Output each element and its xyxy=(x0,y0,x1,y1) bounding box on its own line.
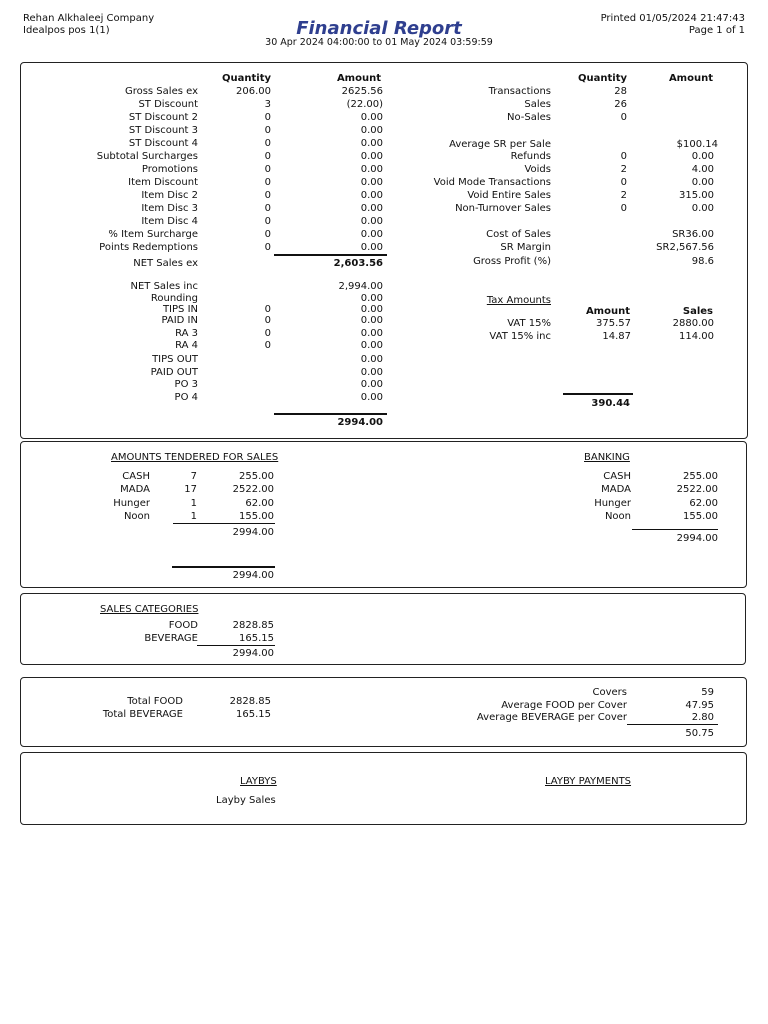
sales-row-amount: 0.00 xyxy=(360,125,383,136)
extra-row-qty: 0 xyxy=(264,315,271,326)
covers-value: 59 xyxy=(701,687,714,698)
tendered-subtotal-rule xyxy=(173,523,275,524)
tendered-total: 2994.00 xyxy=(232,570,274,581)
sales-row-qty: 206.00 xyxy=(236,86,271,97)
total-food-label: Total FOOD xyxy=(127,696,183,707)
banking-total-rule xyxy=(632,529,718,530)
extra-row-label: Rounding xyxy=(150,293,198,304)
sales-row-amount: 0.00 xyxy=(360,229,383,240)
total-beverage-label: Total BEVERAGE xyxy=(102,709,183,720)
tendered-row-label: Hunger xyxy=(113,497,150,509)
extra-row-amount: 0.00 xyxy=(360,379,383,390)
avg-food-value: 47.95 xyxy=(685,700,714,711)
sales-row-amount: 0.00 xyxy=(360,164,383,175)
extra-row-qty: 0 xyxy=(264,340,271,351)
gross-profit-label: Gross Profit (%) xyxy=(473,256,551,267)
sales-row-amount: 0.00 xyxy=(360,242,383,253)
refunds-qty: 0 xyxy=(620,151,627,162)
printed-date: Printed 01/05/2024 21:47:43 xyxy=(600,13,745,24)
tendered-row-qty: 1 xyxy=(190,510,197,522)
sales-row-amount: 0.00 xyxy=(360,151,383,162)
sales-row-amount: 0.00 xyxy=(360,190,383,201)
tendered-row-amount: 62.00 xyxy=(245,497,274,509)
non-turnover-label: Non-Turnover Sales xyxy=(455,203,551,214)
sr-margin-value: SR2,567.56 xyxy=(656,242,714,253)
void-mode-label: Void Mode Transactions xyxy=(433,177,551,188)
voids-qty: 2 xyxy=(620,164,627,175)
tendered-row-qty: 1 xyxy=(190,497,197,509)
transactions-label: Transactions xyxy=(488,86,551,97)
banking-total: 2994.00 xyxy=(676,533,718,544)
extra-row-qty: 0 xyxy=(264,304,271,315)
sales-row-label: Item Disc 3 xyxy=(141,203,198,214)
total-beverage-value: 165.15 xyxy=(236,709,271,720)
sales-row-amount: 0.00 xyxy=(360,203,383,214)
categories-total-rule xyxy=(197,645,275,646)
sales-row-label: ST Discount 4 xyxy=(128,138,198,149)
sales-row-amount: 0.00 xyxy=(360,138,383,149)
sales-row-label: ST Discount 2 xyxy=(128,112,198,123)
extra-row-amount: 0.00 xyxy=(360,315,383,326)
sales-row-label: ST Discount xyxy=(138,99,198,110)
category-beverage-amount: 165.15 xyxy=(239,633,274,644)
sales-count-qty: 26 xyxy=(614,99,627,110)
extra-row-label: PAID IN xyxy=(161,315,198,326)
sales-qty-header: Quantity xyxy=(222,73,271,84)
extra-row-label: TIPS OUT xyxy=(152,354,198,365)
tendered-row-qty: 7 xyxy=(190,471,197,482)
extra-row-qty: 0 xyxy=(264,328,271,339)
void-entire-qty: 2 xyxy=(620,190,627,201)
sales-row-amount: 0.00 xyxy=(360,216,383,227)
extra-row-amount: 0.00 xyxy=(360,340,383,351)
tendered-row-amount: 255.00 xyxy=(239,471,274,482)
laybys-heading: LAYBYS xyxy=(240,776,277,787)
net-sales-ex-value: 2,603.56 xyxy=(333,258,383,269)
sales-row-qty: 0 xyxy=(264,190,271,201)
sales-count-label: Sales xyxy=(524,99,551,110)
avg-beverage-value: 2.80 xyxy=(691,712,714,723)
sales-row-qty: 0 xyxy=(264,164,271,175)
tendered-heading: AMOUNTS TENDERED FOR SALES xyxy=(111,452,279,463)
refunds-label: Refunds xyxy=(510,151,551,162)
tax-sales-header: Sales xyxy=(682,306,713,317)
report-title: Financial Report xyxy=(296,18,462,39)
covers-label: Covers xyxy=(592,687,627,698)
tendered-row-label: Noon xyxy=(123,510,150,522)
extra-row-label: RA 4 xyxy=(175,340,198,351)
total-food-value: 2828.85 xyxy=(229,696,271,707)
extra-row-label: TIPS IN xyxy=(162,304,198,315)
net-sales-inc-value: 2,994.00 xyxy=(338,281,383,292)
sales-row-amount: (22.00) xyxy=(346,99,383,110)
sales-row-label: Points Redemptions xyxy=(99,242,198,253)
sales-row-qty: 0 xyxy=(264,112,271,123)
void-entire-amount: 315.00 xyxy=(679,190,714,201)
sales-row-label: Item Discount xyxy=(128,177,198,188)
extra-row-amount: 0.00 xyxy=(360,367,383,378)
page-number: Page 1 of 1 xyxy=(688,25,745,36)
layby-payments-heading: LAYBY PAYMENTS xyxy=(545,776,632,787)
tax-amount-header: Amount xyxy=(585,306,630,317)
banking-row-amount: 255.00 xyxy=(683,471,718,482)
terminal-name: Idealpos pos 1(1) xyxy=(23,25,110,36)
tendered-row-qty: 17 xyxy=(184,484,197,496)
sales-row-label: Subtotal Surcharges xyxy=(96,151,198,162)
extra-row-label: RA 3 xyxy=(175,328,198,339)
net-sales-rule xyxy=(274,254,387,256)
void-mode-amount: 0.00 xyxy=(691,177,714,188)
extra-row-label: PO 4 xyxy=(174,392,198,403)
tendered-row-amount: 2522.00 xyxy=(232,484,274,496)
banking-row-amount: 155.00 xyxy=(683,510,718,522)
vat-15-inc-label: VAT 15% inc xyxy=(489,331,551,342)
tendered-total-rule xyxy=(172,566,275,568)
non-turnover-qty: 0 xyxy=(620,203,627,214)
extra-row-amount: 0.00 xyxy=(360,354,383,365)
covers-total-rule xyxy=(627,724,718,725)
category-beverage-label: BEVERAGE xyxy=(144,633,198,644)
tax-total-value: 390.44 xyxy=(591,398,630,409)
avg-total-value: 50.75 xyxy=(685,728,714,739)
sales-categories-heading: SALES CATEGORIES xyxy=(100,604,199,615)
category-food-amount: 2828.85 xyxy=(232,620,274,631)
sales-row-qty: 0 xyxy=(264,138,271,149)
sales-amount-header: Amount xyxy=(336,73,381,84)
sr-margin-label: SR Margin xyxy=(500,242,551,253)
sales-row-qty: 0 xyxy=(264,216,271,227)
void-mode-qty: 0 xyxy=(620,177,627,188)
sales-total-value: 2994.00 xyxy=(337,417,383,428)
net-sales-ex-label: NET Sales ex xyxy=(133,258,198,269)
gross-profit-value: 98.6 xyxy=(691,256,714,267)
vat-15-inc-amount: 14.87 xyxy=(602,331,631,342)
tendered-row-label: MADA xyxy=(120,484,150,496)
cost-of-sales-label: Cost of Sales xyxy=(486,229,551,240)
tendered-row-amount: 155.00 xyxy=(239,510,274,522)
extra-row-amount: 0.00 xyxy=(360,304,383,315)
tax-amounts-heading: Tax Amounts xyxy=(486,295,551,306)
category-food-label: FOOD xyxy=(168,620,198,631)
categories-total: 2994.00 xyxy=(232,648,274,659)
tendered-row-label: CASH xyxy=(122,471,150,482)
sales-row-amount: 0.00 xyxy=(360,177,383,188)
banking-row-label: Noon xyxy=(604,510,631,522)
report-period: 30 Apr 2024 04:00:00 to 01 May 2024 03:59:59 xyxy=(265,37,493,48)
void-entire-label: Void Entire Sales xyxy=(467,190,551,201)
sales-row-qty: 0 xyxy=(264,151,271,162)
stats-qty-header: Quantity xyxy=(578,73,627,84)
extra-row-amount: 0.00 xyxy=(360,293,383,304)
avg-food-label: Average FOOD per Cover xyxy=(501,700,627,711)
layby-sales-label: Layby Sales xyxy=(216,795,276,806)
sales-row-amount: 0.00 xyxy=(360,112,383,123)
sales-row-label: Item Disc 4 xyxy=(141,216,198,227)
banking-row-label: MADA xyxy=(601,484,631,496)
voids-amount: 4.00 xyxy=(691,164,714,175)
avg-sr-value: $100.14 xyxy=(676,139,718,150)
avg-sr-label: Average SR per Sale xyxy=(449,139,551,150)
non-turnover-amount: 0.00 xyxy=(691,203,714,214)
vat-15-inc-sales: 114.00 xyxy=(679,331,714,342)
extra-row-amount: 0.00 xyxy=(360,392,383,403)
voids-label: Voids xyxy=(524,164,551,175)
tendered-subtotal: 2994.00 xyxy=(232,527,274,538)
vat-15-label: VAT 15% xyxy=(507,318,551,329)
stats-amount-header: Amount xyxy=(668,73,713,84)
avg-beverage-label: Average BEVERAGE per Cover xyxy=(476,712,627,723)
cost-of-sales-value: SR36.00 xyxy=(672,229,714,240)
sales-row-qty: 0 xyxy=(264,229,271,240)
sales-row-label: ST Discount 3 xyxy=(128,125,198,136)
sales-row-qty: 0 xyxy=(264,177,271,188)
transactions-qty: 28 xyxy=(614,86,627,97)
sales-total-rule xyxy=(274,413,387,415)
banking-row-label: Hunger xyxy=(594,497,631,509)
sales-row-qty: 0 xyxy=(264,203,271,214)
sales-row-label: % Item Surcharge xyxy=(108,229,198,240)
refunds-amount: 0.00 xyxy=(691,151,714,162)
vat-15-amount: 375.57 xyxy=(596,318,631,329)
vat-15-sales: 2880.00 xyxy=(672,318,714,329)
extra-row-amount: 0.00 xyxy=(360,328,383,339)
sales-row-qty: 0 xyxy=(264,125,271,136)
sales-row-amount: 2625.56 xyxy=(341,86,383,97)
sales-row-qty: 3 xyxy=(264,99,271,110)
nosales-label: No-Sales xyxy=(506,112,551,123)
sales-row-label: Promotions xyxy=(141,164,198,175)
sales-row-label: Item Disc 2 xyxy=(141,190,198,201)
company-name: Rehan Alkhaleej Company xyxy=(23,13,155,24)
banking-row-label: CASH xyxy=(603,471,631,482)
net-sales-inc-label: NET Sales inc xyxy=(130,281,198,292)
sales-row-qty: 0 xyxy=(264,242,271,253)
banking-row-amount: 62.00 xyxy=(689,497,718,509)
laybys-section xyxy=(20,752,747,825)
nosales-qty: 0 xyxy=(620,112,627,123)
extra-row-label: PO 3 xyxy=(174,379,198,390)
extra-row-label: PAID OUT xyxy=(150,367,198,378)
banking-row-amount: 2522.00 xyxy=(676,484,718,496)
banking-heading: BANKING xyxy=(584,452,630,463)
tax-total-rule xyxy=(563,393,633,395)
sales-row-label: Gross Sales ex xyxy=(124,86,198,97)
